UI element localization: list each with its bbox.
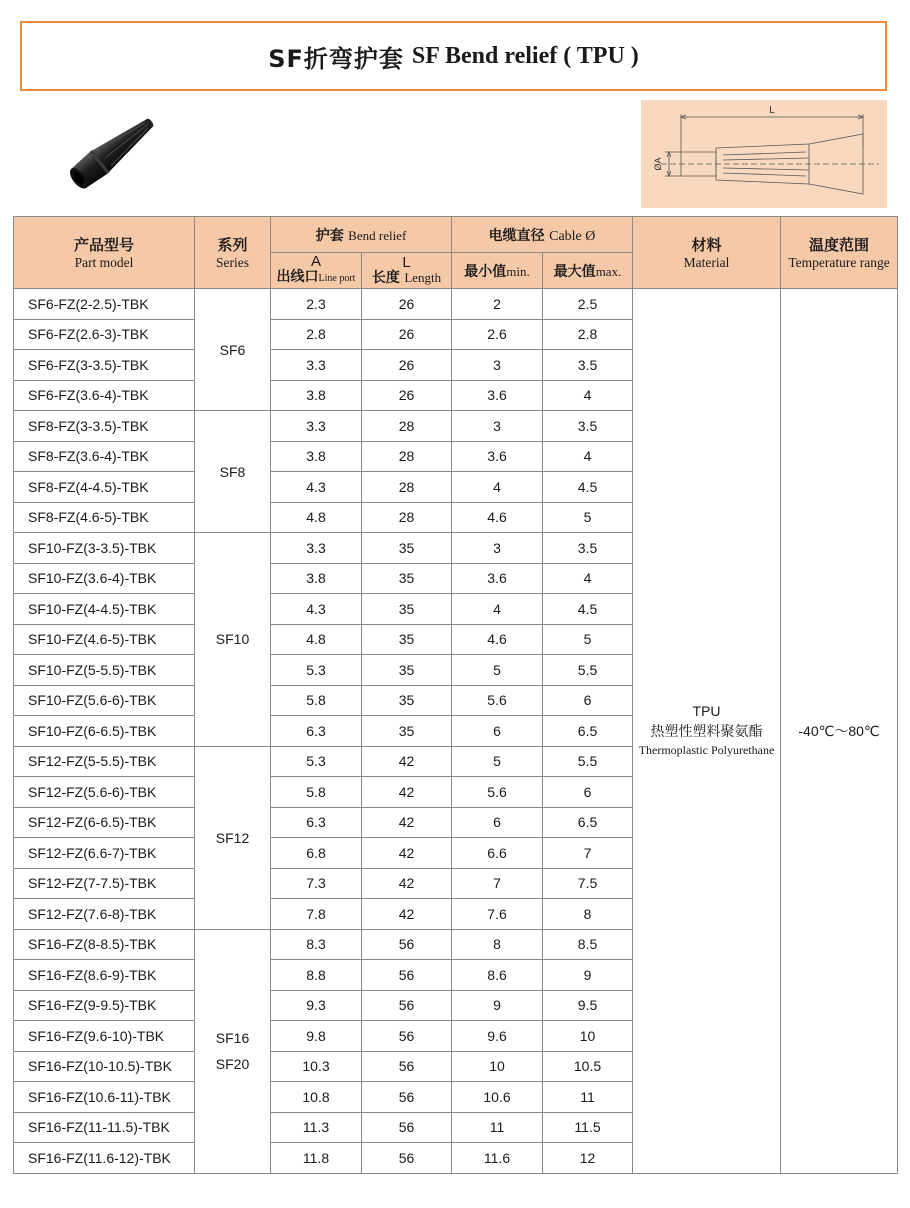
dimension-diagram — [641, 100, 887, 208]
cell-length-l: 28 — [362, 441, 452, 472]
cell-series — [195, 289, 271, 411]
cell-line-port-a: 4.8 — [271, 502, 362, 533]
header-part-model: 产品型号 Part model — [14, 217, 195, 289]
cell-length-l: 35 — [362, 624, 452, 655]
diagram-label-l: L — [769, 105, 775, 116]
header-temperature: 温度范围 Temperature range — [781, 217, 898, 289]
header-material: 材料 Material — [633, 217, 781, 289]
cell-cable-max: 2.8 — [543, 319, 633, 350]
cell-line-port-a: 3.3 — [271, 411, 362, 442]
title-en: SF Bend relief ( TPU ) — [411, 42, 639, 69]
cell-cable-min: 4.6 — [452, 624, 543, 655]
cell-line-port-a: 4.8 — [271, 624, 362, 655]
cell-cable-max: 4 — [543, 380, 633, 411]
cell-cable-max: 4.5 — [543, 594, 633, 625]
diagram-label-a: ØA — [653, 157, 663, 171]
cell-part-model: SF10-FZ(4.6-5)-TBK — [14, 624, 195, 655]
title-cn: SF折弯护套 — [268, 44, 404, 73]
cell-cable-min: 4 — [452, 594, 543, 625]
cell-cable-min: 10.6 — [452, 1082, 543, 1113]
cell-part-model: SF8-FZ(3-3.5)-TBK — [14, 411, 195, 442]
cell-length-l: 56 — [362, 990, 452, 1021]
cell-part-model: SF10-FZ(4-4.5)-TBK — [14, 594, 195, 625]
cell-cable-min: 11.6 — [452, 1143, 543, 1174]
cell-cable-min: 10 — [452, 1051, 543, 1082]
cell-cable-min: 3 — [452, 411, 543, 442]
cell-cable-min: 5 — [452, 746, 543, 777]
cell-part-model: SF12-FZ(6-6.5)-TBK — [14, 807, 195, 838]
cell-part-model: SF16-FZ(8.6-9)-TBK — [14, 960, 195, 991]
cell-length-l: 42 — [362, 899, 452, 930]
cell-part-model: SF6-FZ(3-3.5)-TBK — [14, 350, 195, 381]
cell-cable-min: 8 — [452, 929, 543, 960]
cell-line-port-a: 8.3 — [271, 929, 362, 960]
cell-length-l: 56 — [362, 929, 452, 960]
cell-line-port-a: 2.8 — [271, 319, 362, 350]
cell-part-model: SF12-FZ(7.6-8)-TBK — [14, 899, 195, 930]
cell-cable-max: 6 — [543, 685, 633, 716]
title-banner — [20, 21, 887, 91]
cell-cable-max: 5 — [543, 624, 633, 655]
cell-length-l: 28 — [362, 411, 452, 442]
material-en: Thermoplastic Polyurethane — [638, 743, 775, 758]
cell-line-port-a: 9.3 — [271, 990, 362, 1021]
cell-length-l: 42 — [362, 777, 452, 808]
header-series: 系列 Series — [195, 217, 271, 289]
cell-cable-min: 9 — [452, 990, 543, 1021]
cell-cable-max: 2.5 — [543, 289, 633, 320]
cell-length-l: 35 — [362, 594, 452, 625]
cell-length-l: 56 — [362, 1082, 452, 1113]
cell-line-port-a: 9.8 — [271, 1021, 362, 1052]
cell-length-l: 42 — [362, 746, 452, 777]
cell-length-l: 56 — [362, 1143, 452, 1174]
cell-line-port-a: 2.3 — [271, 289, 362, 320]
cell-cable-min: 2 — [452, 289, 543, 320]
cell-part-model: SF16-FZ(11-11.5)-TBK — [14, 1112, 195, 1143]
cell-cable-max: 10 — [543, 1021, 633, 1052]
cell-cable-max: 6 — [543, 777, 633, 808]
cell-cable-min: 5.6 — [452, 685, 543, 716]
cell-line-port-a: 5.8 — [271, 685, 362, 716]
cell-part-model: SF10-FZ(5.6-6)-TBK — [14, 685, 195, 716]
cell-part-model: SF10-FZ(3-3.5)-TBK — [14, 533, 195, 564]
cell-cable-min: 6 — [452, 807, 543, 838]
header-max: 最大值max. — [543, 253, 633, 289]
cell-cable-max: 3.5 — [543, 350, 633, 381]
product-photo — [60, 100, 170, 200]
cell-part-model: SF16-FZ(8-8.5)-TBK — [14, 929, 195, 960]
cell-series — [195, 746, 271, 929]
cell-cable-max: 7.5 — [543, 868, 633, 899]
cell-series — [195, 533, 271, 747]
cell-cable-min: 6.6 — [452, 838, 543, 869]
cell-length-l: 35 — [362, 533, 452, 564]
cell-part-model: SF8-FZ(4-4.5)-TBK — [14, 472, 195, 503]
cell-cable-min: 3 — [452, 533, 543, 564]
cell-part-model: SF6-FZ(2.6-3)-TBK — [14, 319, 195, 350]
cell-part-model: SF8-FZ(4.6-5)-TBK — [14, 502, 195, 533]
cell-part-model: SF12-FZ(5-5.5)-TBK — [14, 746, 195, 777]
cell-cable-min: 4.6 — [452, 502, 543, 533]
cell-series — [195, 411, 271, 533]
cell-cable-min: 8.6 — [452, 960, 543, 991]
cell-length-l: 42 — [362, 807, 452, 838]
cell-cable-min: 7 — [452, 868, 543, 899]
cell-part-model: SF16-FZ(10-10.5)-TBK — [14, 1051, 195, 1082]
cell-line-port-a: 11.8 — [271, 1143, 362, 1174]
cell-line-port-a: 10.8 — [271, 1082, 362, 1113]
cell-length-l: 42 — [362, 838, 452, 869]
cell-cable-min: 2.6 — [452, 319, 543, 350]
cell-cable-max: 10.5 — [543, 1051, 633, 1082]
cell-line-port-a: 5.8 — [271, 777, 362, 808]
cell-cable-min: 6 — [452, 716, 543, 747]
cell-cable-max: 5.5 — [543, 655, 633, 686]
cell-length-l: 28 — [362, 472, 452, 503]
series-label: SF6 — [219, 341, 246, 358]
cell-cable-max: 11 — [543, 1082, 633, 1113]
cell-cable-max: 12 — [543, 1143, 633, 1174]
cell-cable-max: 6.5 — [543, 716, 633, 747]
cell-line-port-a: 10.3 — [271, 1051, 362, 1082]
cell-length-l: 26 — [362, 319, 452, 350]
cell-cable-max: 8 — [543, 899, 633, 930]
cell-cable-min: 5 — [452, 655, 543, 686]
cell-line-port-a: 3.3 — [271, 533, 362, 564]
cell-part-model: SF16-FZ(9.6-10)-TBK — [14, 1021, 195, 1052]
cell-length-l: 56 — [362, 1051, 452, 1082]
cell-cable-max: 8.5 — [543, 929, 633, 960]
cell-length-l: 35 — [362, 563, 452, 594]
cell-length-l: 26 — [362, 380, 452, 411]
series-label: SF8 — [219, 463, 246, 480]
header-length: L 长度 Length — [362, 253, 452, 289]
cell-cable-min: 11 — [452, 1112, 543, 1143]
cell-cable-max: 4 — [543, 441, 633, 472]
header-cable-diameter: 电缆直径 Cable Ø — [452, 217, 633, 253]
cell-line-port-a: 8.8 — [271, 960, 362, 991]
cell-length-l: 56 — [362, 1021, 452, 1052]
cell-part-model: SF10-FZ(5-5.5)-TBK — [14, 655, 195, 686]
cell-line-port-a: 5.3 — [271, 746, 362, 777]
cell-line-port-a: 6.3 — [271, 716, 362, 747]
cell-part-model: SF16-FZ(10.6-11)-TBK — [14, 1082, 195, 1113]
cell-cable-min: 4 — [452, 472, 543, 503]
cell-cable-max: 3.5 — [543, 411, 633, 442]
cell-length-l: 35 — [362, 655, 452, 686]
table-row — [14, 289, 898, 320]
cell-part-model: SF16-FZ(9-9.5)-TBK — [14, 990, 195, 1021]
cell-cable-max: 4.5 — [543, 472, 633, 503]
series-label: SF12 — [215, 829, 250, 846]
cell-temperature: -40℃～80℃ — [781, 289, 898, 1174]
cell-cable-max: 5.5 — [543, 746, 633, 777]
cell-cable-max: 4 — [543, 563, 633, 594]
cell-cable-max: 9 — [543, 960, 633, 991]
cell-part-model: SF10-FZ(3.6-4)-TBK — [14, 563, 195, 594]
cell-line-port-a: 6.8 — [271, 838, 362, 869]
cell-line-port-a: 5.3 — [271, 655, 362, 686]
cell-line-port-a: 4.3 — [271, 472, 362, 503]
cell-part-model: SF8-FZ(3.6-4)-TBK — [14, 441, 195, 472]
series-label: SF20 — [215, 1056, 250, 1072]
cell-line-port-a: 3.8 — [271, 380, 362, 411]
cell-cable-max: 5 — [543, 502, 633, 533]
cell-cable-min: 3.6 — [452, 380, 543, 411]
cell-cable-max: 6.5 — [543, 807, 633, 838]
cell-length-l: 26 — [362, 289, 452, 320]
cell-length-l: 26 — [362, 350, 452, 381]
material-cn: 热塑性塑料聚氨酯 — [650, 724, 763, 741]
cell-length-l: 35 — [362, 716, 452, 747]
cell-part-model: SF12-FZ(6.6-7)-TBK — [14, 838, 195, 869]
cell-length-l: 35 — [362, 685, 452, 716]
cell-cable-min: 3.6 — [452, 441, 543, 472]
cell-series — [195, 929, 271, 1173]
cell-length-l: 42 — [362, 868, 452, 899]
cell-part-model: SF12-FZ(5.6-6)-TBK — [14, 777, 195, 808]
cell-line-port-a: 7.8 — [271, 899, 362, 930]
series-label: SF16 — [215, 1030, 250, 1046]
cell-length-l: 56 — [362, 960, 452, 991]
cell-cable-min: 7.6 — [452, 899, 543, 930]
cell-part-model: SF10-FZ(6-6.5)-TBK — [14, 716, 195, 747]
cell-line-port-a: 3.8 — [271, 563, 362, 594]
cell-line-port-a: 11.3 — [271, 1112, 362, 1143]
cell-length-l: 28 — [362, 502, 452, 533]
cell-cable-min: 3.6 — [452, 563, 543, 594]
cell-part-model: SF12-FZ(7-7.5)-TBK — [14, 868, 195, 899]
header-min: 最小值min. — [452, 253, 543, 289]
cell-part-model: SF6-FZ(2-2.5)-TBK — [14, 289, 195, 320]
spec-table — [13, 216, 898, 1174]
cell-cable-max: 9.5 — [543, 990, 633, 1021]
cell-length-l: 56 — [362, 1112, 452, 1143]
header-bend-relief: 护套 Bend relief — [271, 217, 452, 253]
cell-line-port-a: 4.3 — [271, 594, 362, 625]
cell-line-port-a: 3.3 — [271, 350, 362, 381]
cell-cable-min: 9.6 — [452, 1021, 543, 1052]
header-line-port: A 出线口Line port — [271, 253, 362, 289]
cell-part-model: SF6-FZ(3.6-4)-TBK — [14, 380, 195, 411]
material-code: TPU — [692, 703, 721, 720]
cell-part-model: SF16-FZ(11.6-12)-TBK — [14, 1143, 195, 1174]
series-label: SF10 — [215, 631, 250, 648]
cell-cable-min: 5.6 — [452, 777, 543, 808]
cell-line-port-a: 7.3 — [271, 868, 362, 899]
cell-line-port-a: 6.3 — [271, 807, 362, 838]
cell-material — [633, 289, 781, 1174]
cell-cable-min: 3 — [452, 350, 543, 381]
cell-cable-max: 11.5 — [543, 1112, 633, 1143]
cell-cable-max: 7 — [543, 838, 633, 869]
cell-cable-max: 3.5 — [543, 533, 633, 564]
cell-line-port-a: 3.8 — [271, 441, 362, 472]
